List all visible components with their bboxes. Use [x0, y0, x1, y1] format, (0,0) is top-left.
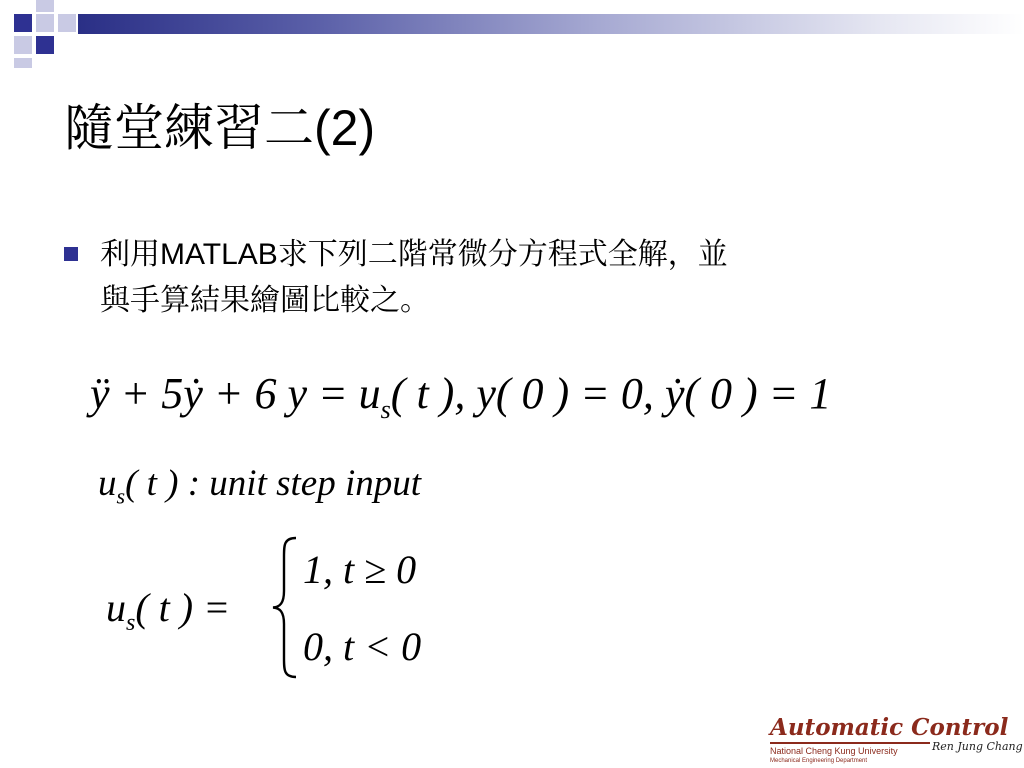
- corner-square-7: [14, 58, 32, 68]
- corner-square-1: [14, 14, 32, 32]
- ode-subscript: s: [380, 394, 391, 424]
- bullet-text-part: 利用: [100, 237, 160, 272]
- ode-lhs: ÿ + 5ẏ + 6 y = u: [90, 369, 381, 418]
- input-def-subscript: s: [116, 483, 126, 509]
- logo-title: Automatic Control: [770, 714, 1009, 741]
- piecewise-case-1: 1, t ≥ 0: [303, 547, 417, 592]
- left-brace-icon: [270, 535, 300, 680]
- piecewise-u: u: [106, 585, 126, 630]
- piecewise-subscript: s: [126, 610, 136, 636]
- bullet-square-icon: [64, 247, 78, 261]
- input-def-u: u: [98, 463, 117, 504]
- piecewise-lhs: [106, 583, 230, 648]
- logo-divider: [770, 742, 930, 744]
- bullet-text: [100, 232, 960, 324]
- bullet-text-matlab: MATLAB: [160, 238, 278, 271]
- ode-rhs-initial-conditions: ( t ), y( 0 ) = 0, ẏ( 0 ) = 1: [390, 369, 832, 418]
- bullet-text-line2: 與手算結果繪圖比較之。: [100, 283, 430, 318]
- header-gradient-bar: [78, 14, 1024, 34]
- corner-square-2: [36, 14, 54, 32]
- input-def-text: ( t ) : unit step input: [125, 463, 422, 504]
- slide-title: [64, 96, 375, 160]
- author-signature: Ren Jung Chang: [932, 740, 1023, 753]
- corner-square-4: [14, 36, 32, 54]
- piecewise-case-2: 0, t < 0: [303, 624, 422, 669]
- corner-square-3: [58, 14, 76, 32]
- corner-square-6: [36, 0, 54, 12]
- logo-university: National Cheng Kung University: [770, 746, 898, 756]
- bullet-text-part: 求下列二階常微分方程式全解，並: [277, 237, 728, 272]
- logo-department: Mechanical Engineering Department: [770, 758, 868, 764]
- slide-title-number: (2): [314, 100, 376, 156]
- slide-title-cjk: 隨堂練習二: [64, 99, 314, 157]
- ode-equation: [90, 366, 831, 438]
- corner-square-5: [36, 36, 54, 54]
- piecewise-equals: ( t ) =: [135, 585, 231, 630]
- input-definition: [98, 460, 421, 520]
